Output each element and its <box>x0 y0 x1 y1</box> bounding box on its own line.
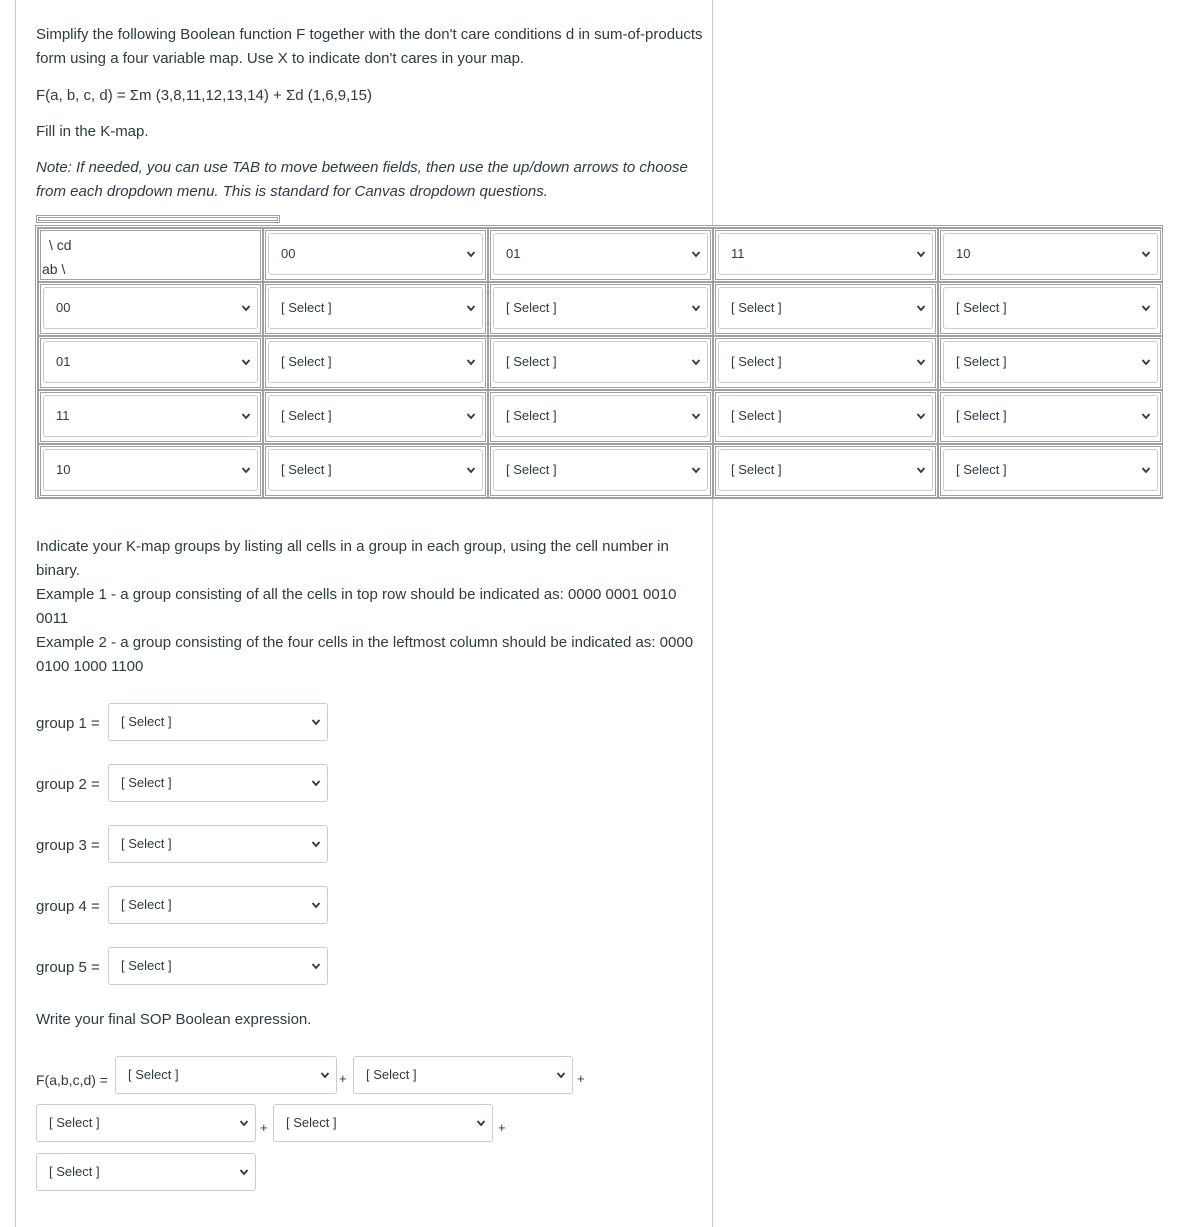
group-label: group 5 = <box>36 959 100 976</box>
kmap-row-header-select-value: 11 <box>56 408 70 423</box>
group-5-select-value: [ Select ] <box>121 958 172 973</box>
chevron-down-icon <box>916 303 926 313</box>
group-label: group 4 = <box>36 898 100 915</box>
kmap-cell <box>713 336 938 390</box>
function-definition: F(a, b, c, d) = Σm (3,8,11,12,13,14) + Σd (1,6,9,15) <box>36 87 372 104</box>
kmap-col-header-select[interactable] <box>268 233 483 275</box>
chevron-down-icon <box>691 357 701 367</box>
kmap-cell-select-value: [ Select ] <box>731 462 782 477</box>
chevron-down-icon <box>466 465 476 475</box>
chevron-down-icon <box>691 465 701 475</box>
kmap-cell <box>488 336 713 390</box>
chevron-down-icon <box>476 1118 486 1128</box>
chevron-down-icon <box>1141 465 1151 475</box>
kmap-cell <box>263 390 488 444</box>
group-2-select[interactable] <box>108 764 328 802</box>
chevron-down-icon <box>916 411 926 421</box>
kmap-row-header-cell <box>38 444 263 498</box>
kmap-cell-select-value: [ Select ] <box>281 300 332 315</box>
chevron-down-icon <box>311 839 321 849</box>
chevron-down-icon <box>1141 411 1151 421</box>
kmap-cell-select-value: [ Select ] <box>281 408 332 423</box>
kmap-cell <box>713 282 938 336</box>
group-label: group 1 = <box>36 715 100 732</box>
chevron-down-icon <box>241 357 251 367</box>
kmap-row-header-select[interactable] <box>43 287 258 329</box>
kmap-row-header-select-value: 00 <box>56 300 71 315</box>
kmap-cell-select[interactable] <box>493 395 708 437</box>
kmap-cell <box>713 390 938 444</box>
kmap-cell <box>938 336 1163 390</box>
chevron-down-icon <box>691 249 701 259</box>
group-1-select[interactable] <box>108 703 328 741</box>
kmap-row-header-cell <box>38 282 263 336</box>
kmap-cell-select[interactable] <box>268 287 483 329</box>
group-1-select-value: [ Select ] <box>121 714 172 729</box>
chevron-down-icon <box>239 1167 249 1177</box>
kmap-col-header-select[interactable] <box>493 233 708 275</box>
kmap-row-header-cell <box>38 336 263 390</box>
chevron-down-icon <box>241 303 251 313</box>
kmap-cell <box>938 444 1163 498</box>
expression-term-1-select-value: [ Select ] <box>128 1067 179 1082</box>
kmap-cell-select[interactable] <box>943 341 1158 383</box>
kmap-cell-select-value: [ Select ] <box>281 354 332 369</box>
kmap-cell-select-value: [ Select ] <box>506 300 557 315</box>
chevron-down-icon <box>466 357 476 367</box>
group-5-select[interactable] <box>108 947 328 985</box>
group-label: group 2 = <box>36 776 100 793</box>
kmap-instruction: Fill in the K-map. <box>36 123 149 140</box>
kmap-row-header-select[interactable] <box>43 395 258 437</box>
chevron-down-icon <box>320 1070 330 1080</box>
kmap-cell-select-value: [ Select ] <box>731 354 782 369</box>
kmap-cell-select[interactable] <box>268 449 483 491</box>
plus-sign: + <box>339 1071 347 1086</box>
kmap-cell-select[interactable] <box>943 287 1158 329</box>
expression-term-2-select[interactable] <box>353 1056 573 1094</box>
kmap-cell <box>488 390 713 444</box>
kmap-cell-select-value: [ Select ] <box>281 462 332 477</box>
empty-table <box>36 215 280 223</box>
kmap-cell-select[interactable] <box>493 449 708 491</box>
kmap-cell-select[interactable] <box>718 449 933 491</box>
chevron-down-icon <box>311 961 321 971</box>
kmap-cell-select[interactable] <box>718 395 933 437</box>
kmap-cell-select[interactable] <box>268 341 483 383</box>
chevron-down-icon <box>311 778 321 788</box>
expression-term-5-select[interactable] <box>36 1153 256 1191</box>
plus-sign: + <box>577 1071 585 1086</box>
kmap-cell-select-value: [ Select ] <box>956 408 1007 423</box>
kmap-cell <box>488 444 713 498</box>
kmap-row-header-cell <box>38 390 263 444</box>
kmap-table <box>35 225 1163 499</box>
kmap-row-header-select[interactable] <box>43 449 258 491</box>
chevron-down-icon <box>691 303 701 313</box>
kmap-col-header-select[interactable] <box>943 233 1158 275</box>
plus-sign: + <box>260 1120 268 1135</box>
expression-term-5-select-value: [ Select ] <box>49 1164 100 1179</box>
kmap-cell <box>938 282 1163 336</box>
kmap-cell <box>488 282 713 336</box>
kmap-cell-select-value: [ Select ] <box>731 408 782 423</box>
corner-ab-label: ab \ <box>42 261 66 277</box>
kmap-row-header-select[interactable] <box>43 341 258 383</box>
chevron-down-icon <box>556 1070 566 1080</box>
kmap-cell-select[interactable] <box>943 449 1158 491</box>
chevron-down-icon <box>311 717 321 727</box>
kmap-cell-select-value: [ Select ] <box>956 462 1007 477</box>
kmap-cell <box>938 390 1163 444</box>
expression-term-1-select[interactable] <box>115 1056 337 1094</box>
kmap-col-header-cell <box>938 228 1163 282</box>
expression-term-4-select[interactable] <box>273 1104 493 1142</box>
kmap-cell-select[interactable] <box>718 287 933 329</box>
kmap-col-header-select-value: 10 <box>956 246 971 261</box>
problem-statement: Simplify the following Boolean function F together with the don't care conditions d in sum-of-products form using a four variable map. Use X to indicate don't cares in your map. <box>36 26 703 67</box>
chevron-down-icon <box>239 1118 249 1128</box>
kmap-cell-select[interactable] <box>718 341 933 383</box>
chevron-down-icon <box>241 465 251 475</box>
kmap-cell <box>263 336 488 390</box>
kmap-col-header-select-value: 00 <box>281 246 296 261</box>
kmap-cell <box>263 282 488 336</box>
kmap-cell-select[interactable] <box>493 287 708 329</box>
chevron-down-icon <box>466 303 476 313</box>
kmap-cell-select-value: [ Select ] <box>506 354 557 369</box>
kmap-cell-select[interactable] <box>943 395 1158 437</box>
groups-example-1: Example 1 - a group consisting of all the cells in top row should be indicated as: 0000 0001 0010 0011 <box>36 586 677 627</box>
plus-sign: + <box>498 1120 506 1135</box>
groups-example-2: Example 2 - a group consisting of the four cells in the leftmost column should be indicated as: 0000 0100 1000 1100 <box>36 634 694 675</box>
chevron-down-icon <box>241 411 251 421</box>
kmap-col-header-select-value: 11 <box>731 246 745 261</box>
chevron-down-icon <box>311 900 321 910</box>
kmap-col-header-select-value: 01 <box>506 246 521 261</box>
chevron-down-icon <box>916 249 926 259</box>
kmap-row-header-select-value: 01 <box>56 354 71 369</box>
corner-cd-label: \ cd <box>49 237 72 253</box>
kmap-cell-select-value: [ Select ] <box>731 300 782 315</box>
chevron-down-icon <box>916 357 926 367</box>
chevron-down-icon <box>466 411 476 421</box>
kmap-row-header-select-value: 10 <box>56 462 71 477</box>
chevron-down-icon <box>466 249 476 259</box>
chevron-down-icon <box>1141 357 1151 367</box>
kmap-cell-select[interactable] <box>493 341 708 383</box>
kmap-col-header-cell <box>263 228 488 282</box>
group-4-select-value: [ Select ] <box>121 897 172 912</box>
kmap-cell-select-value: [ Select ] <box>956 354 1007 369</box>
chevron-down-icon <box>1141 303 1151 313</box>
group-label: group 3 = <box>36 837 100 854</box>
expression-term-3-select-value: [ Select ] <box>49 1115 100 1130</box>
kmap-cell <box>263 444 488 498</box>
kmap-cell <box>713 444 938 498</box>
kmap-col-header-cell <box>488 228 713 282</box>
kmap-col-header-cell <box>713 228 938 282</box>
kmap-cell-select[interactable] <box>268 395 483 437</box>
group-2-select-value: [ Select ] <box>121 775 172 790</box>
navigation-note: Note: If needed, you can use TAB to move between fields, then use the up/down arrows to choose from each dropdown menu. This is standard for Canvas dropdown questions. <box>36 159 688 200</box>
expression-term-4-select-value: [ Select ] <box>286 1115 337 1130</box>
group-4-select[interactable] <box>108 886 328 924</box>
kmap-cell-select-value: [ Select ] <box>506 408 557 423</box>
kmap-cell-select-value: [ Select ] <box>506 462 557 477</box>
group-3-select-value: [ Select ] <box>121 836 172 851</box>
expression-term-3-select[interactable] <box>36 1104 256 1142</box>
groups-instruction: Indicate your K-map groups by listing all cells in a group in each group, using the cell number in binary. <box>36 538 669 579</box>
group-3-select[interactable] <box>108 825 328 863</box>
chevron-down-icon <box>916 465 926 475</box>
expression-term-2-select-value: [ Select ] <box>366 1067 417 1082</box>
kmap-cell-select-value: [ Select ] <box>956 300 1007 315</box>
expression-instruction: Write your final SOP Boolean expression. <box>36 1011 312 1028</box>
kmap-col-header-select[interactable] <box>718 233 933 275</box>
kmap-corner-cell <box>38 228 263 282</box>
chevron-down-icon <box>1141 249 1151 259</box>
chevron-down-icon <box>691 411 701 421</box>
expression-lhs: F(a,b,c,d) = <box>36 1072 108 1088</box>
